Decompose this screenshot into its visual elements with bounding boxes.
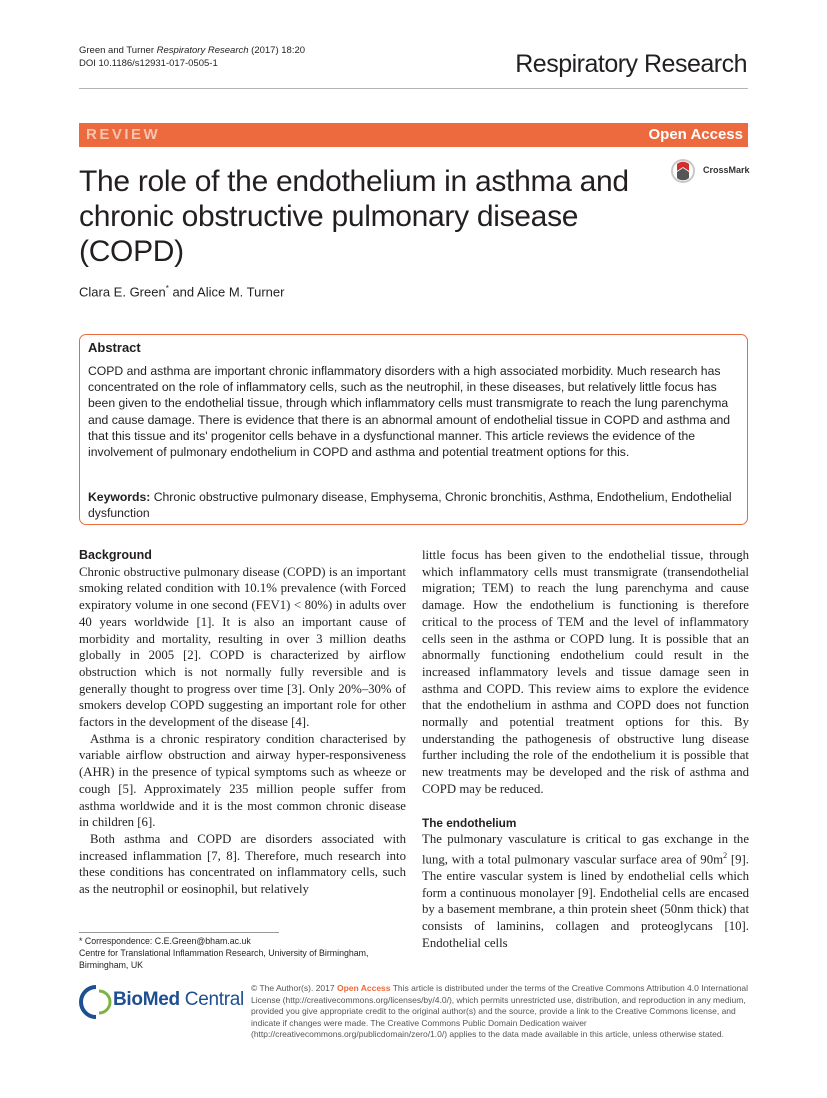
keywords [88, 489, 738, 521]
citation-volume: (2017) 18:20 [248, 45, 306, 56]
keywords-label: Keywords: [88, 490, 151, 504]
paragraph: little focus has been given to the endothelial tissue, through which inflammatory cells must transmigrate (transendothelial migration; TEM) to reach the lung parenchyma and cause damage. How the endothelium is functioning is therefore critical to the process of TEM and the level of inflammatory cells seen in the asthma or COPD lung. It is possible that an abnormally functioning endothelium could result in the increased inflammatory levels and tissue damage seen in asthma and COPD. This review aims to explore the evidence that the endothelium in asthma and COPD does not function normally and potential treatment options for this. By understanding the pathogenesis of obstructive lung disease further including the role of the endothelium it is possible that new treatments may be developed and the risk of asthma and COPD may be reduced. [422, 548, 749, 796]
left-column [79, 547, 406, 898]
publisher-name-bold: BioMed [113, 989, 180, 1010]
license-text [251, 983, 749, 1041]
keywords-list: Chronic obstructive pulmonary disease, Emphysema, Chronic bronchitis, Asthma, Endothelium, Endothelial dysfunction [88, 490, 732, 521]
author-name[interactable]: Alice M. Turner [197, 284, 285, 300]
crossmark-icon [669, 158, 699, 184]
paragraph: Asthma is a chronic respiratory condition characterised by variable airflow obstruction and airway hyper-responsiveness (AHR) in the presence of typical symptoms such as wheeze or cough [5]. Approximately 235 million people suffer from asthma worldwide and it is the most common chronic disease in children [6]. [79, 731, 406, 830]
paragraph [422, 831, 749, 951]
journal-name: Respiratory Research [515, 50, 747, 78]
section-heading-endothelium: The endothelium [422, 815, 517, 830]
affiliation-note: Centre for Translational Inflammation Research, University of Birmingham, Birmingham, UK [79, 948, 369, 970]
paragraph-part: The pulmonary vasculature is critical to gas exchange in the lung, with a total pulmonary vascular surface area of 90m [422, 832, 749, 867]
citation-line [79, 45, 305, 57]
publisher-logo-icon [79, 985, 113, 1019]
author-list [79, 284, 284, 299]
doi[interactable]: DOI 10.1186/s12931-017-0505-1 [79, 58, 218, 69]
author-separator: and [168, 284, 198, 300]
correspondence-note[interactable]: * Correspondence: C.E.Green@bham.ac.uk [79, 936, 251, 946]
open-access-label: Open Access [648, 126, 743, 143]
paragraph-part: [9]. The entire vascular system is lined by endothelial cells which form a continuous monolayer [9]. Endothelial cells are encased by a basement membrane, a thin protein sheet (50nm thick) that consists of laminins, collagen and proteoglycans [10]. Endothelial cells [422, 852, 749, 950]
abstract-heading: Abstract [88, 340, 141, 355]
section-heading-background: Background [79, 548, 152, 562]
superscript: 2 [723, 850, 728, 860]
publisher-name [113, 989, 244, 1011]
license-body: This article is distributed under the terms of the Creative Commons Attribution 4.0 International License (http://creativecommons.org/licenses/by/4.0/), which permits unrestricted use, distribution, and reproduction in any medium, provided you give appropriate credit to the original author(s) and the source, provide a link to the Creative Commons license, and indicate if changes were made. The Creative Commons Public Domain Dedication waiver (http://creativecommons.org/publicdomain/zero/1.0/) applies to the data made available in this article, unless otherwise stated. [251, 983, 749, 1039]
header-rule [79, 88, 748, 89]
citation-authors: Green and Turner [79, 45, 154, 56]
citation-journal: Respiratory Research [156, 45, 249, 56]
article-title: The role of the endothelium in asthma and chronic obstructive pulmonary disease (COPD) [79, 165, 629, 268]
article-type-label: REVIEW [86, 126, 161, 143]
paragraph: Both asthma and COPD are disorders associated with increased inflammation [7, 8]. Therefore, much research into these conditions has concentrated on inflammatory cells, such as the neutrophil or eosinophil, but relatively [79, 831, 406, 897]
paragraph: Chronic obstructive pulmonary disease (COPD) is an important smoking related condition with 10.1% prevalence (with Forced expiratory volume in one second (FEV1) < 80%) in adults over 40 years worldwide [1]. It is also an important cause of morbidity and mortality, resulting in over 3 million deaths globally in 2005 [2]. COPD is characterized by airflow obstruction which is not normally fully reversible and is generally thought to progress over time [3]. Only 20%–30% of smokers develop COPD suggesting an important role for other factors in the development of the disease [4]. [79, 564, 406, 730]
author-name[interactable]: Clara E. Green [79, 284, 166, 300]
footnote-rule [79, 932, 279, 933]
license-prefix: © The Author(s). 2017 [251, 983, 337, 993]
right-column [422, 547, 749, 951]
publisher-name-rest: Central [179, 989, 244, 1010]
corresponding-mark: * [165, 284, 169, 293]
license-open-access: Open Access [336, 983, 391, 993]
abstract-text: COPD and asthma are important chronic inflammatory disorders with a high associated morbidity. Much research has concentrated on the role of inflammatory cells, such as the neutrophil, in these diseases, but relatively little focus has been given to the endothelial tissue, through which inflammatory cells must transmigrate to reach the lung parenchyma and cause damage. There is evidence that there is an abnormal amount of endothelial tissue in COPD and asthma and that this tissue and its' progenitor cells behave in a dysfunctional manner. This article reviews the evidence of the involvement of pulmonary endothelium in COPD and asthma and potential treatment options for this. [88, 364, 731, 460]
crossmark-label: CrossMark [703, 165, 750, 175]
